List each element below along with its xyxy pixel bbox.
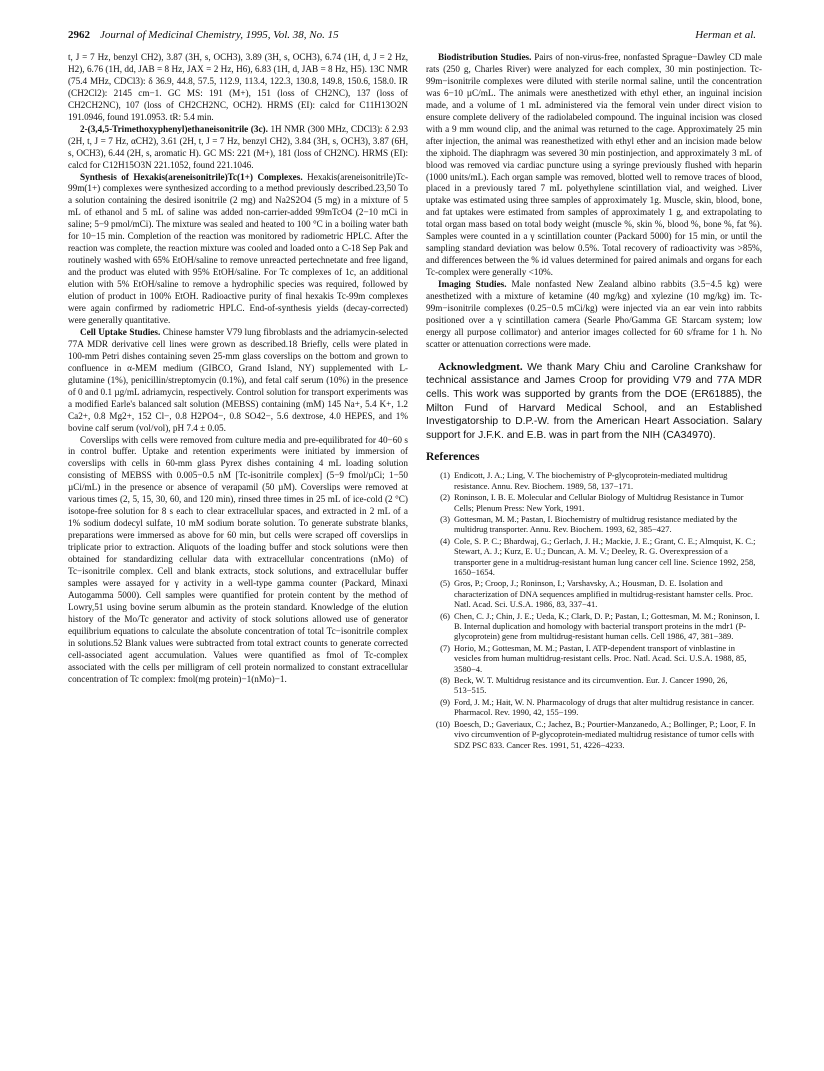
reference-number: (8) [440,675,450,686]
reference-number: (7) [440,642,450,653]
acknowledgment-heading: Acknowledgment. [438,360,523,373]
reference-text: Gottesman, M. M.; Pastan, I. Biochemistry of multidrug resistance mediated by the multidrug transporter. Annu. Rev. Biochem. 1993, 62, 385−427. [454,513,738,535]
reference-number: (1) [440,470,450,481]
acknowledgment-paragraph [426,361,762,443]
nmr-data-paragraph: t, J = 7 Hz, benzyl CH2), 3.87 (3H, s, OCH3), 3.89 (3H, s, OCH3), 6.74 (1H, d, J = 2 Hz, H2), 6.76 (1H, dd, JAB = 8 Hz, JAX = 2 Hz, H6), 6.83 (1H, d, JAB = 8 Hz, H5). 13C NMR (75.4 MHz, CDCl3): δ 36.9, 44.8, 57.5, 112.9, 113.4, 122.3, 130.8, 149.8, 150.6, 158.0. IR (CH2Cl2): 2145 cm−1. GC MS: 191 (M+), 151 (loss of CH2NC), 137 (loss of CH2CH2NC), 107 (loss of CH2CH2NC, OCH2). HRMS (EI): calcd for C11H13O2N 191.0946, found 191.0953. tR: 5.4 min. [68,52,408,122]
reference-number: (10) [435,718,450,729]
reference-text: Horio, M.; Gottesman, M. M.; Pastan, I. ATP-dependent transport of vinblastine in vesicles from human multidrug-resistant cells. Proc. Natl. Acad. Sci. U.S.A. 1988, 85, 3580−4. [454,642,747,674]
right-column [426,52,762,751]
cell-uptake-text: Chinese hamster V79 lung fibroblasts and the adriamycin-selected 77A MDR derivative cell lines were grown as described.18 Briefly, cells were plated in 100-mm Petri dishes containing seven 25-mm glass coverslips on the bottom and grown to confluence in α-MEM medium (GIBCO, Grand Island, NY) supplemented with L-glutamine (1%), penicillin/streptomycin (0.1%), and fetal calf serum (10%) in the presence of 0 and 0.1 µg/mL adriamycin, respectively. Control solution for transport experiments was a modified Earle's balanced salt solution (MEBSS) containing (mM) 145 Na+, 5.4 K+, 1.2 Ca2+, 0.8 Mg2+, 152 Cl−, 0.8 H2PO4−, 0.8 SO42−, 5.6 dextrose, 4.0 HEPES, and 1% bovine calf serum (vol/vol), pH 7.4 ± 0.05. [68,326,409,433]
reference-text: Ford, J. M.; Hait, W. N. Pharmacology of drugs that alter multidrug resistance in cancer. Pharmacol. Rev. 1990, 42, 155−199. [454,696,755,718]
reference-item [426,643,762,674]
biodistribution-paragraph [426,52,762,279]
imaging-heading: Imaging Studies. [438,279,507,290]
references-list [426,470,762,750]
reference-item [426,492,762,513]
reference-number: (2) [440,492,450,503]
biodistribution-text: Pairs of non-virus-free, nonfasted Sprague−Dawley CD male rats (250 g, Charles River) were analyzed for each complex, 30 min postinjection. Tc-99m−isonitrile complexes were diluted with sterile normal saline, until the concentration was 6−10 µC/mL. The animals were anesthetized with ethyl ether, an inguinal incision made, and a volume of 1 mL administered via the femoral vein under direct vision to ensure complete delivery of the radiolabeled compound. The inguinal incision was closed with a 9 mm wound clip, and the animal was returned to the cage. Approximately 25 min after injection, the animal was reanesthetized with ethyl ether and an incision made below the xiphoid. The diaphragm was severed 30 min postinjection, and approximately 3 mL of blood was removed via cardiac puncture using a syringe previously flushed with heparin (1000 units/mL). Each organ sample was removed, blotted well to remove traces of blood, placed in a previously tared 7 mL polyethylene scintillation vial, and weighed. Liver uptake was estimated using three samples of approximately 1g. Muscle, skin, blood, bone, and fat uptakes were estimated from samples of approximately 1 g, and extrapolating to total organ mass based on total body weight (muscle %, skin %, blood %, bone %, fat %). Samples were counted in a γ scintillation counter (Packard 5000) for 15 min, or until the sampling standard deviation was below 0.5%. Total recovery of radioactivity was >85%, and differences between the % id values determined for paired animals and organs for each Tc-complex were generally <10%. [426,52,762,278]
reference-number: (6) [440,610,450,621]
journal-citation: Journal of Medicinal Chemistry, 1995, Vol. 38, No. 15 [100,29,339,41]
running-authors: Herman et al. [695,29,756,41]
synthesis-heading: Synthesis of Hexakis(areneisonitrile)Tc(1+) Complexes. [80,171,303,182]
reference-number: (3) [440,513,450,524]
reference-item [426,697,762,718]
reference-number: (9) [440,696,450,707]
reference-text: Gros, P.; Croop, J.; Roninson, I.; Varshavsky, A.; Housman, D. E. Isolation and characterization of DNA sequences amplified in multidrug-resistant hamster cells. Proc. Natl. Acad. Sci. U.S.A. 1986, 83, 337−41. [454,578,754,610]
reference-item [426,514,762,535]
reference-item [426,536,762,578]
acknowledgment-text: We thank Mary Chiu and Caroline Crankshaw for technical assistance and James Croop for providing V79 and 77A MDR cells. This work was supported by grants from the DOE (ER61885), the Milton Fund of Harvard Medical School, and an Established Investigatorship to D.P.-W. from the American Heart Association. Salary support for J.F.K. and E.B. was in part from the NIH (CA34970). [426,361,762,441]
reference-number: (4) [440,535,450,546]
imaging-text: Male nonfasted New Zealand albino rabbits (3.5−4.5 kg) were anesthetized with a mixture of ketamine (40 mg/kg) and xylezine (10 mg/kg) im. Tc-99m−isonitrile complexes (0.25−0.5 mCi/kg) were injected via an ear vein into rabbits positioned over a γ scintillation camera (Searle Pho/Gamma GE Starcam system; low energy all purpose collimator) and anterior images collected for 60 s/frame for 1 h. No scatter or attenuation corrections were made. [426,279,762,349]
left-column [68,52,408,686]
reference-text: Boesch, D.; Gaveriaux, C.; Jachez, B.; Pourtier-Manzanedo, A.; Bollinger, P.; Loor, F. In vivo circumvention of P-glycoprotein-mediated multidrug resistance of tumor cells with SDZ PSC 833. Cancer Res. 1991, 51, 4226−4233. [454,718,756,750]
compound-3c-heading: 2-(3,4,5-Trimethoxyphenyl)ethaneisonitrile (3c). [80,123,268,134]
biodistribution-heading: Biodistribution Studies. [438,52,532,62]
coverslips-paragraph: Coverslips with cells were removed from culture media and pre-equilibrated for 40−60 s in control buffer. Uptake and retention experiments were initiated by immersion of coverslips with cells in 60-mm glass Pyrex dishes containing 4 mL loading solution consisting of MEBSS with 0.005−0.5 nM [Tc-isonitrile complex] (5−9 fmol/µCi; 1−50 µCi/mL) in the presence or absence of verapamil (50 µM). Coverslips were removed at various times (2, 5, 15, 30, 60, and 120 min), rinsed three times in 25 mL of ice-cold (2 °C) isotope-free solution for 8 s each to clear extracellular spaces, and extracted in 2 mL of a 1% sodium dodecyl sulfate, 10 mM sodium borate solution. To generate substrate blanks, preparations were immersed as above for 60 min, but cells were scraped off coverslips in triplicate prior to extraction. Aliquots of the loading buffer and stock solutions were then obtained for standardizing cellular data with extracellular concentrations (nMo) of Tc−isonitrile complex. Cell and blank extracts, stock solutions, and extracellular buffer samples were assayed for γ activity in a well-type gamma counter (Packard, Minaxi Autogamma 5000). Cell samples were quantified for protein content by the method of Lowry,51 using bovine serum albumin as the protein standard. Knowledge of the elution history of the Mo/Tc generator and activity of stock solutions allowed use of generator equilibrium equations to calculate the absolute concentration of total Tc−isonitrile complex in solutions.52 Blank values were subtracted from total extract counts to generate corrected cell-associated agent accumulation. Values were quantified as fmol of Tc-complex associated with the cells per milligram of cell protein normalized to constant extracellular concentration of Tc complex: fmol(mg protein)−1(nMo)−1. [68,434,408,684]
synthesis-text: Hexakis(areneisonitrile)Tc-99m(1+) complexes were synthesized according to a method previously described.23,50 To a solution containing the desired isonitrile (2 mg) and Na2S2O4 (5 mg) in a mixture of 5 mL of ethanol and 5 mL of saline was added non-carrier-added 99mTcO4 (2−10 mCi in saline; 5−9 pmol/mCi). The mixture was sealed and heated to 100 °C in a boiling water bath for 10−15 min. Completion of the reaction was monitored by radiometric HPLC. After the reaction was complete, the reaction mixture was cooled and loaded onto a C-18 Sep Pak and routinely washed with 65% EtOH/saline to remove unreacted pertechnetate and free ligand, and the product was eluted with 95% EtOH/saline. For Tc complexes of 1c, an additional elution with 5% EtOH/saline to remove a hydrophilic species was required, followed by elution of product in 100% EtOH. Radioactive purity of final hexakis Tc-99m complexes were again confirmed by radiometric HPLC. End-of-synthesis yields (decay-corrected) were generally quantitative. [68,171,409,325]
cell-uptake-paragraph [68,327,408,435]
reference-number: (5) [440,578,450,589]
reference-text: Chen, C. J.; Chin, J. E.; Ueda, K.; Clark, D. P.; Pastan, I.; Gottesman, M. M.; Roninson, I. B. Internal duplication and homology with bacterial transport proteins in the mdr1 (P-glycoprotein) gene from multidrug-resistant human cells. Cell 1986, 47, 381−389. [454,610,760,642]
synthesis-paragraph [68,172,408,327]
reference-text: Cole, S. P. C.; Bhardwaj, G.; Gerlach, J. H.; Mackie, J. E.; Grant, C. E.; Almquist, K. C.; Stewart, A. J.; Kurz, E. U.; Duncan, A. M. V.; Deeley, R. G. Overexpression of a transporter gene in a multidrug-resistant human lung cancer cell line. Science 1992, 258, 1650−1654. [454,535,756,577]
running-header [68,27,756,43]
reference-item [426,578,762,609]
compound-3c-text: 1H NMR (300 MHz, CDCl3): δ 2.93 (2H, t, J = 7 Hz, αCH2), 3.61 (2H, t, J = 7 Hz, benzyl CH2), 3.84 (3H, s, OCH3), 3.87 (6H, s, OCH3), 6.44 (2H, s, aromatic H). GC MS: 221 (M+), 181 (loss of CH2NC). HRMS (EI): calcd for C12H15O3N 221.1052, found 221.1046. [68,123,408,170]
reference-item [426,470,762,491]
compound-3c-paragraph [68,124,408,172]
reference-text: Roninson, I. B. E. Molecular and Cellular Biology of Multidrug Resistance in Tumor Cells; Plenum Press: New York, 1991. [454,492,744,513]
cell-uptake-heading: Cell Uptake Studies. [80,326,161,337]
reference-item [426,719,762,750]
references-heading: References [426,451,480,464]
page-number: 2962 [68,29,90,41]
reference-item [426,611,762,642]
reference-text: Endicott, J. A.; Ling, V. The biochemistry of P-glycoprotein-mediated multidrug resistance. Annu. Rev. Biochem. 1989, 58, 137−171. [454,470,728,491]
imaging-paragraph [426,279,762,351]
reference-item [426,675,762,696]
reference-text: Beck, W. T. Multidrug resistance and its circumvention. Eur. J. Cancer 1990, 26, 513−515. [454,675,728,696]
